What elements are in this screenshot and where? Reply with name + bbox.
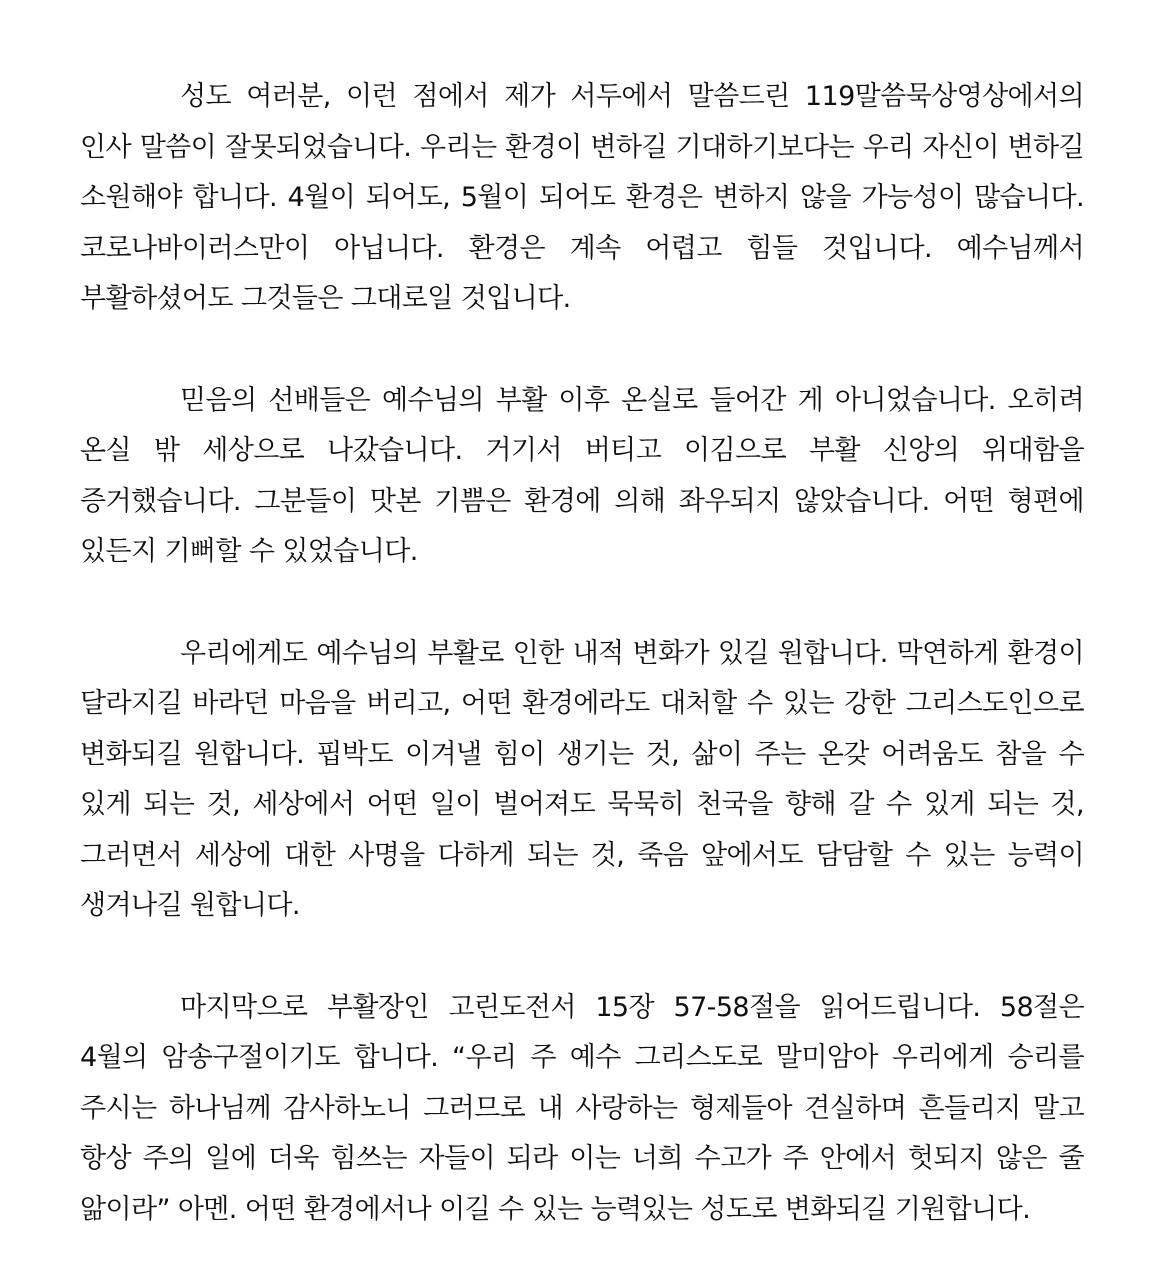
paragraph-3: 우리에게도 예수님의 부활로 인한 내적 변화가 있길 원합니다. 막연하게 환경이 달라지길 바라던 마음을 버리고, 어떤 환경에라도 대처할 수 있는 강한 그리스도인으로 변화되길 원합니다. 핍박도 이겨낼 힘이 생기는 것, 삶이 주는 온갖 어려움도 참을 수 있게 되는 것, 세상에서 어떤 일이 벌어져도 묵묵히 천국을 향해 갈 수 있게 되는 것, 그러면서 세상에 대한 사명을 다하게 되는 것, 죽음 앞에서도 담담할 수 있는 능력이 생겨나길 원합니다.: [80, 637, 1084, 921]
paragraph-2: 믿음의 선배들은 예수님의 부활 이후 온실로 들어간 게 아니었습니다. 오히려 온실 밖 세상으로 나갔습니다. 거기서 버티고 이김으로 부활 신앙의 위대함을 증거했습니다. 그분들이 맛본 기쁨은 환경에 의해 좌우되지 않았습니다. 어떤 형편에 있든지 기뻐할 수 있었습니다.: [80, 384, 1084, 567]
paragraph-4: 마지막으로 부활장인 고린도전서 15장 57-58절을 읽어드립니다. 58절은 4월의 암송구절이기도 합니다. “우리 주 예수 그리스도로 말미암아 우리에게 승리를 주시는 하나님께 감사하노니 그러므로 내 사랑하는 형제들아 견실하며 흔들리지 말고 항상 주의 일에 더욱 힘쓰는 자들이 되라 이는 너희 수고가 주 안에서 헛되지 않은 줄 앎이라” 아멘. 어떤 환경에서나 이길 수 있는 능력있는 성도로 변화되길 기원합니다.: [80, 991, 1084, 1225]
paragraph-1: 성도 여러분, 이런 점에서 제가 서두에서 말씀드린 119말씀묵상영상에서의 인사 말씀이 잘못되었습니다. 우리는 환경이 변하길 기대하기보다는 우리 자신이 변하길 소원해야 합니다. 4월이 되어도, 5월이 되어도 환경은 변하지 않을 가능성이 많습니다. 코로나바이러스만이 아닙니다. 환경은 계속 어렵고 힘들 것입니다. 예수님께서 부활하셨어도 그것들은 그대로일 것입니다.: [80, 81, 1084, 314]
document-body: [80, 72, 1084, 1235]
